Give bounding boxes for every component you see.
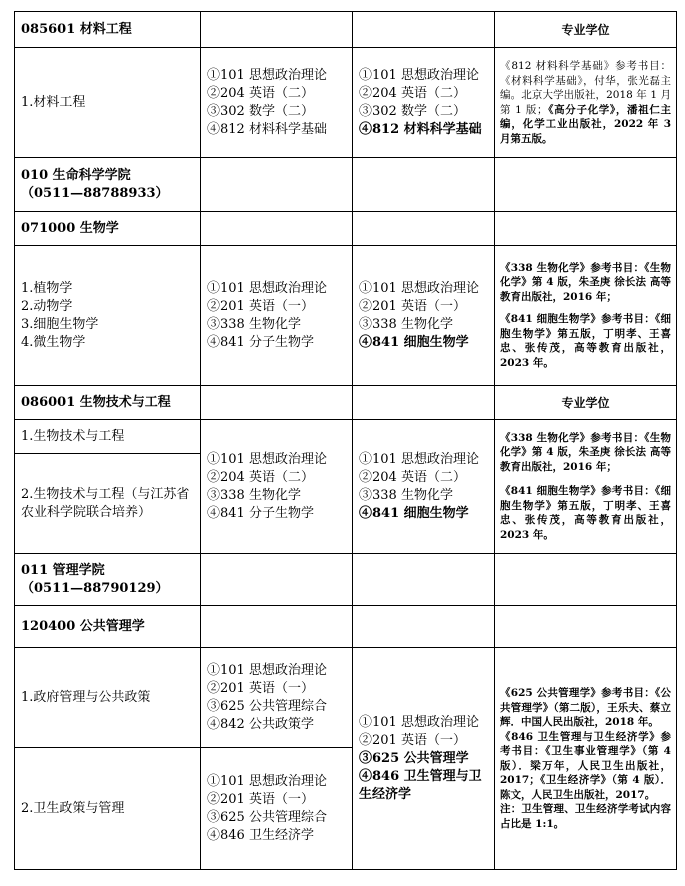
college-header: 010 生命科学学院 （0511—88788933） (15, 158, 201, 212)
exam-subjects: ①101 思想政治理论 ②201 英语（一） ③625 公共管理综合 ④846 卫生经济学 (201, 748, 353, 870)
exam-subjects: ①101 思想政治理论 ②204 英语（二） ③302 数学（二） ④812 材料科学基础 (353, 48, 495, 158)
exam-subjects: ①101 思想政治理论 ②201 英语（一） ③625 公共管理学 ④846 卫生管理与卫生经济学 (353, 648, 495, 870)
table-row (15, 246, 677, 386)
table-row (15, 386, 677, 420)
degree-type-note: 专业学位 (495, 12, 677, 48)
college-header: 011 管理学院 （0511—88790129） (15, 554, 201, 606)
exam-subjects: ①101 思想政治理论 ②204 英语（二） ③302 数学（二） ④812 材料科学基础 (201, 48, 353, 158)
reference-books: 《812 材料科学基础》参考书目：《材料科学基础》，付华，张光磊主编。北京大学出版社，2018 年 1 月第 1 版；《高分子化学》，潘祖仁主编，化学工业出版社，2022 年 3 月第五版。 (495, 48, 677, 158)
major-header: 120400 公共管理学 (15, 606, 201, 648)
major-header: 071000 生物学 (15, 212, 201, 246)
research-direction: 2.生物技术与工程（与江苏省农业科学院联合培养） (15, 454, 201, 554)
major-header: 086001 生物技术与工程 (15, 386, 201, 420)
exam-subjects: ①101 思想政治理论 ②201 英语（一） ③625 公共管理综合 ④842 公共政策学 (201, 648, 353, 748)
research-direction: 1.材料工程 (15, 48, 201, 158)
exam-subjects: ①101 思想政治理论 ②204 英语（二） ③338 生物化学 ④841 分子生物学 (201, 420, 353, 554)
table-row (15, 158, 677, 212)
admission-table (14, 11, 677, 870)
reference-books: 《338 生物化学》参考书目：《生物化学》第 4 版，朱圣庚 徐长法 高等教育出版社，2016 年； 《841 细胞生物学》参考书目：《细胞生物学》第五版，丁明孝、王喜忠、张传茂，高等教育出版社，2023 年。 (495, 246, 677, 386)
reference-books: 《338 生物化学》参考书目：《生物化学》第 4 版，朱圣庚 徐长法 高等教育出版社，2016 年； 《841 细胞生物学》参考书目：《细胞生物学》第五版，丁明孝、王喜忠、张传茂，高等教育出版社，2023 年。 (495, 420, 677, 554)
research-direction: 2.卫生政策与管理 (15, 748, 201, 870)
exam-subjects: ①101 思想政治理论 ②204 英语（二） ③338 生物化学 ④841 细胞生物学 (353, 420, 495, 554)
research-direction: 1.生物技术与工程 (15, 420, 201, 454)
table-row (15, 48, 677, 158)
table-row (15, 420, 677, 454)
table-row (15, 12, 677, 48)
reference-books: 《625 公共管理学》参考书目：《公共管理学》（第二版），王乐夫、蔡立辉．中国人民出版社，2018 年。 《846 卫生管理与卫生经济学》参考书目：《卫生事业管理学》（第 4 版）．梁万年，人民卫生出版社，2017；《卫生经济学》（第 4 版）．陈文，人民卫生出版社，2017。 注：卫生管理、卫生经济学考试内容占比是 1:1。 (495, 648, 677, 870)
table-row (15, 554, 677, 606)
degree-type-note: 专业学位 (495, 386, 677, 420)
exam-subjects: ①101 思想政治理论 ②201 英语（一） ③338 生物化学 ④841 分子生物学 (201, 246, 353, 386)
table-row (15, 212, 677, 246)
research-direction: 1.政府管理与公共政策 (15, 648, 201, 748)
research-direction: 1.植物学 2.动物学 3.细胞生物学 4.微生物学 (15, 246, 201, 386)
exam-subjects: ①101 思想政治理论 ②201 英语（一） ③338 生物化学 ④841 细胞生物学 (353, 246, 495, 386)
major-header: 085601 材料工程 (15, 12, 201, 48)
table-row (15, 606, 677, 648)
table-row (15, 648, 677, 748)
